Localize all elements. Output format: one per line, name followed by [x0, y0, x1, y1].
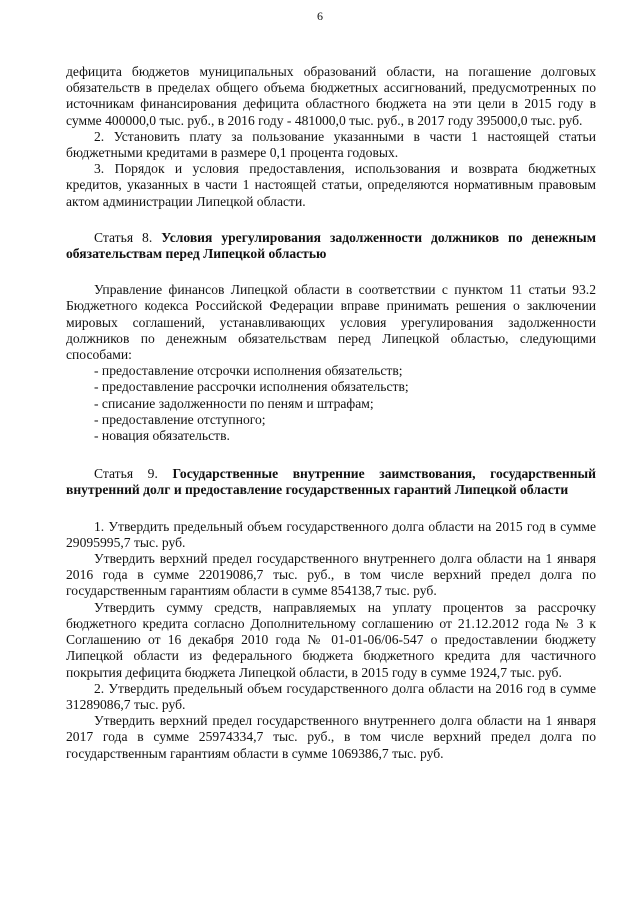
paragraph-credit-procedure: 3. Порядок и условия предоставления, использования и возврата бюджетных кредитов, указанных в части 1 настоящей статьи, определяются нормативным правовым актом администрации Липецкой области.: [66, 161, 596, 209]
settlement-methods-list: [66, 363, 596, 444]
paragraph-interest-payment: Утвердить сумму средств, направляемых на уплату процентов за рассрочку бюджетного кредита согласно Дополнительному соглашению от 21.12.2012 года № 3 к Соглашению от 16 декабря 2010 года № 01-01-06/06-547 о предоставлении бюджету Липецкой области из федерального бюджета бюджетного кредита для частичного покрытия дефицита бюджета Липецкой области, в 2015 году в сумме 1924,7 тыс. руб.: [66, 599, 596, 680]
list-item: - предоставление отсрочки исполнения обязательств;: [94, 363, 403, 379]
list-item: - предоставление рассрочки исполнения обязательств;: [94, 379, 409, 395]
article-8-title: Условия урегулирования задолженности должников по денежным обязательствам перед Липецкой областью: [66, 229, 596, 262]
article-8-label: Статья 8.: [94, 229, 153, 245]
article-8-heading: [66, 230, 596, 262]
list-item: - списание задолженности по пеням и штрафам;: [94, 395, 374, 411]
paragraph-debt-ceiling-2017: Утвердить верхний предел государственного внутреннего долга области на 1 января 2017 года в сумме 25974334,7 тыс. руб., в том числе верхний предел долга по государственным гарантиям области в сумме 1069386,7 тыс. руб.: [66, 713, 596, 761]
article-8-body: Управление финансов Липецкой области в соответствии с пунктом 11 статьи 93.2 Бюджетного кодекса Российской Федерации вправе принимать решения о заключении мировых соглашений, устанавливающих условия урегулирования задолженности должников по денежным обязательствам перед Липецкой областью, следующими способами:: [66, 282, 596, 363]
paragraph-debt-ceiling-2016: Утвердить верхний предел государственного внутреннего долга области на 1 января 2016 года в сумме 22019086,7 тыс. руб., в том числе верхний предел долга по государственным гарантиям области в сумме 854138,7 тыс. руб.: [66, 551, 596, 599]
paragraph-credit-fee: 2. Установить плату за пользование указанными в части 1 настоящей статьи бюджетными кредитами в размере 0,1 процента годовых.: [66, 128, 596, 161]
article-9-heading: [66, 466, 596, 498]
list-item: - предоставление отступного;: [94, 411, 266, 427]
paragraph-debt-limit-2015: 1. Утвердить предельный объем государственного долга области на 2015 год в сумме 29095995,7 тыс. руб.: [66, 518, 596, 550]
paragraph-debt-limit-2016: 2. Утвердить предельный объем государственного долга области на 2016 год в сумме 31289086,7 тыс. руб.: [66, 680, 596, 712]
list-item: - новация обязательств.: [94, 428, 230, 444]
document-body: [66, 64, 596, 762]
paragraph-deficit-credits: дефицита бюджетов муниципальных образований области, на погашение долговых обязательств в пределах общего объема бюджетных ассигнований, предусмотренных по источникам финансирования дефицита областного бюджета на эти цели в 2015 году в сумме 400000,0 тыс. руб., в 2016 году - 481000,0 тыс. руб., в 2017 году 395000,0 тыс. руб.: [66, 64, 596, 128]
article-9-label: Статья 9.: [94, 466, 158, 482]
article-9-title: Государственные внутренние заимствования, государственный внутренний долг и предоставление государственных гарантий Липецкой области: [66, 466, 596, 498]
page-number: 6: [317, 9, 323, 23]
